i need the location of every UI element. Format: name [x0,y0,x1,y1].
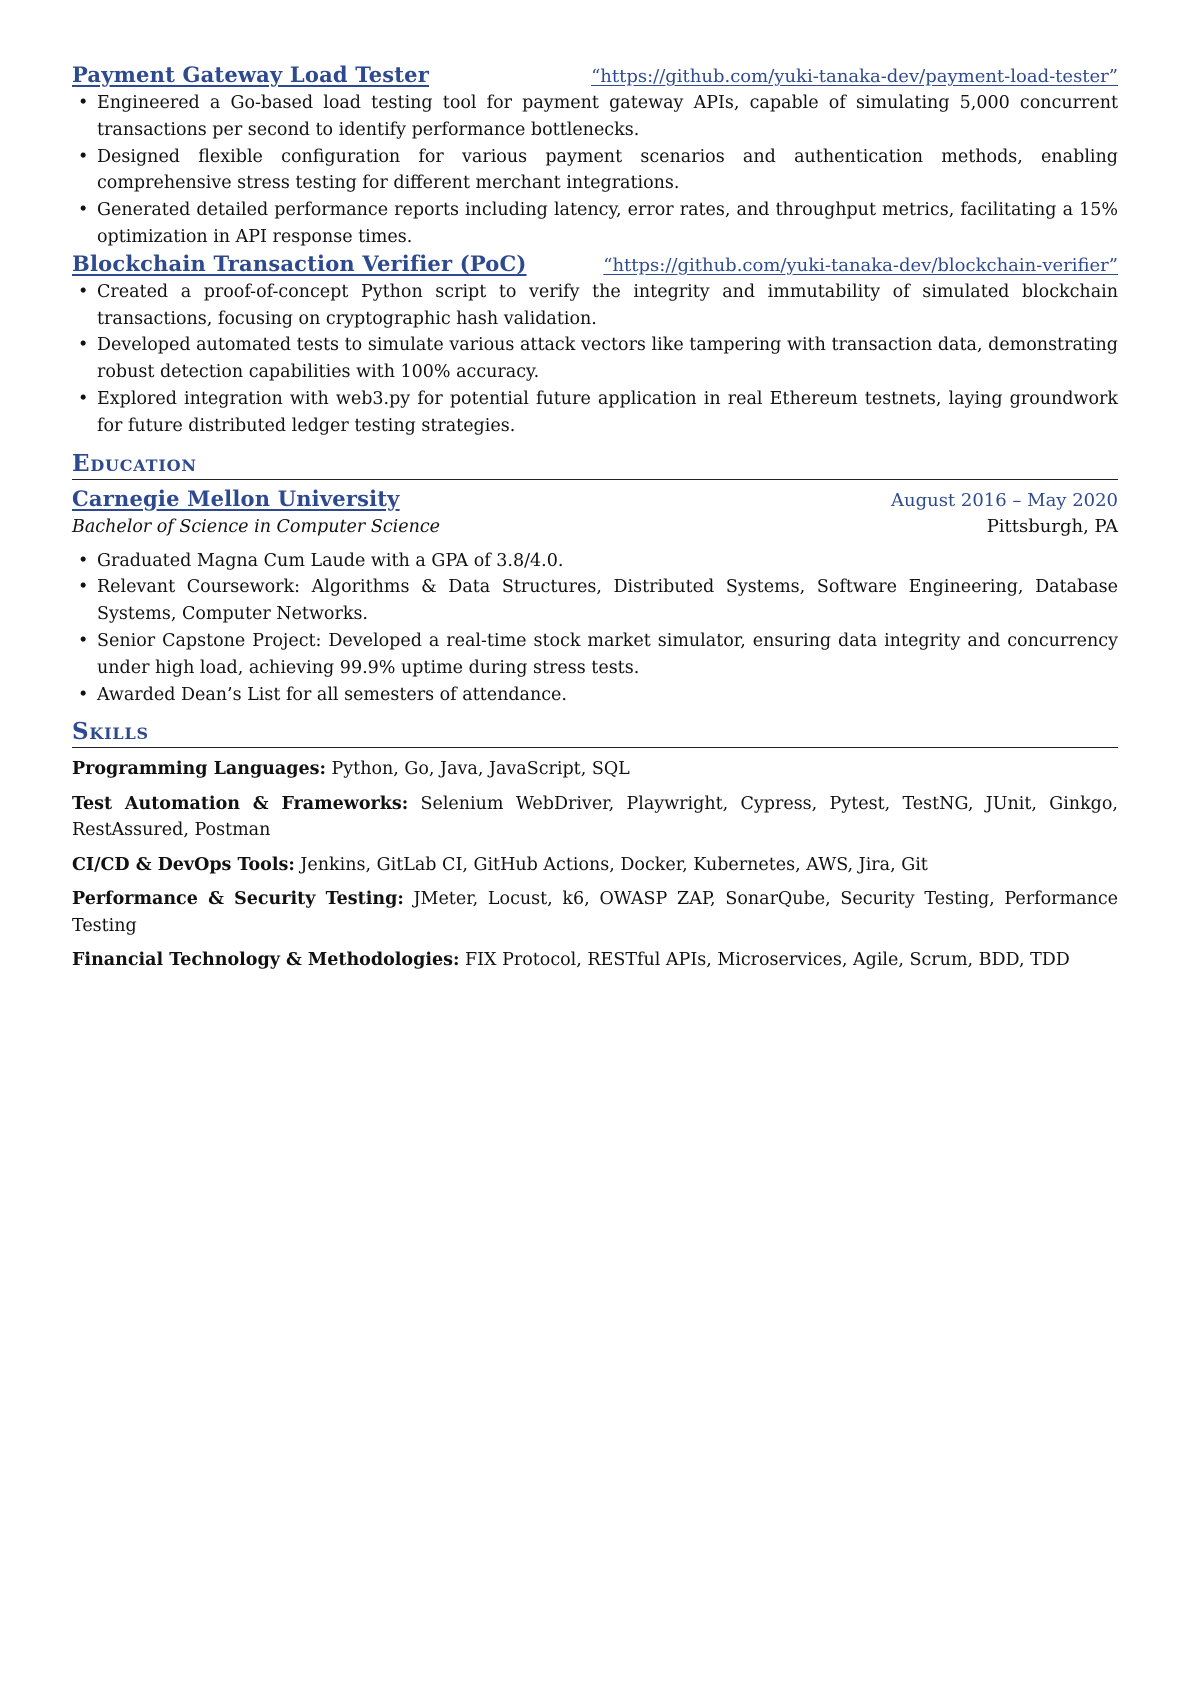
bullet-item: • Designed flexible configuration for various payment scenarios and authentication methods, enabling comprehensive stress testing for different merchant integrations. [72,144,1118,198]
project-link[interactable]: “https://github.com/yuki-tanaka-dev/blockchain-verifier” [603,254,1118,276]
bullet-item: • Created a proof-of-concept Python script to verify the integrity and immutability of simulated blockchain transactions, focusing on cryptographic hash validation. [72,279,1118,333]
skill-row [72,947,1118,974]
bullet-item: • Generated detailed performance reports including latency, error rates, and throughput metrics, facilitating a 15% optimization in API response times. [72,197,1118,251]
skill-label: CI/CD & DevOps Tools: [72,854,295,875]
bullet-item: • Relevant Coursework: Algorithms & Data Structures, Distributed Systems, Software Engineering, Database Systems, Computer Networks. [72,574,1118,628]
project-header [72,62,1118,90]
skill-label: Performance & Security Testing: [72,889,404,910]
project-bullets [72,90,1118,251]
skill-label: Financial Technology & Methodologies: [72,950,460,971]
skill-row [72,791,1118,844]
skill-value: Jenkins, GitLab CI, GitHub Actions, Docker, Kubernetes, AWS, Jira, Git [300,854,928,875]
degree: Bachelor of Science in Computer Science [72,516,441,537]
skill-label: Programming Languages: [72,759,326,780]
skill-label: Test Automation & Frameworks: [72,793,409,814]
school-name[interactable]: Carnegie Mellon University [72,485,400,511]
project-link[interactable]: “https://github.com/yuki-tanaka-dev/payment-load-tester” [591,66,1118,87]
project-title[interactable]: Blockchain Transaction Verifier (PoC) [72,250,527,276]
project-blockchain-verifier [72,251,1118,440]
bullet-item: • Awarded Dean’s List for all semesters of attendance. [72,682,1118,709]
skill-row [72,852,1118,879]
skill-value: FIX Protocol, RESTful APIs, Microservices, Agile, Scrum, BDD, TDD [465,950,1070,971]
resume-page [72,62,1118,974]
bullet-item: • Senior Capstone Project: Developed a real-time stock market simulator, ensuring data integrity and concurrency under high load, achieving 99.9% uptime during stress tests. [72,628,1118,682]
bullet-item: • Explored integration with web3.py for potential future application in real Ethereum testnets, laying groundwork for future distributed ledger testing strategies. [72,386,1118,440]
bullet-item: • Graduated Magna Cum Laude with a GPA of 3.8/4.0. [72,548,1118,575]
skill-value: Python, Go, Java, JavaScript, SQL [331,759,630,780]
bullet-item: • Developed automated tests to simulate various attack vectors like tampering with transaction data, demonstrating robust detection capabilities with 100% accuracy. [72,332,1118,386]
skill-value: Selenium WebDriver, Playwright, Cypress, Pytest, TestNG, JUnit, Ginkgo, RestAssured, Postman [72,793,1118,841]
education-subheader [72,514,1118,540]
education-dates: August 2016 – May 2020 [890,489,1118,511]
skill-row [72,756,1118,783]
project-title[interactable]: Payment Gateway Load Tester [72,62,429,87]
education-bullets [72,548,1118,709]
project-bullets [72,279,1118,440]
section-title-skills: Skills [72,718,1118,748]
project-payment-gateway [72,62,1118,251]
project-header [72,251,1118,279]
education-location: Pittsburgh, PA [986,515,1118,537]
skill-row [72,886,1118,939]
bullet-item: • Engineered a Go-based load testing tool for payment gateway APIs, capable of simulating 5,000 concurrent transactions per second to identify performance bottlenecks. [72,90,1118,144]
skill-value: JMeter, Locust, k6, OWASP ZAP, SonarQube, Security Testing, Performance Testing [72,889,1118,936]
section-title-education: Education [72,450,1118,480]
education-header [72,486,1118,512]
